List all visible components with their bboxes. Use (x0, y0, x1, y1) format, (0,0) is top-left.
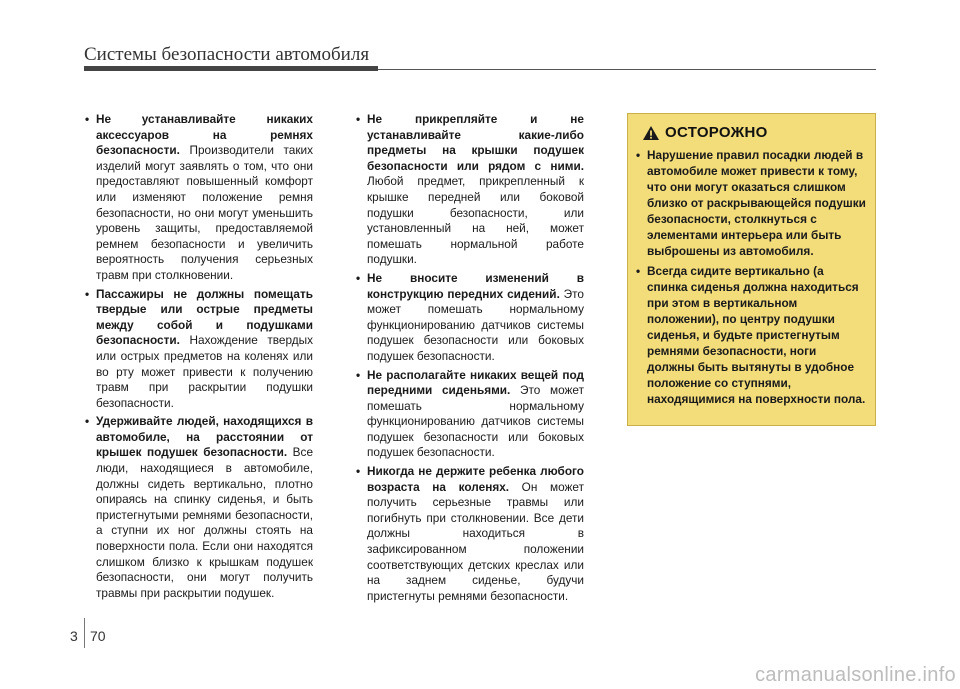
bullet-bold-text: Не прикрепляйте и не устанавливайте какие-либо предметы на крышки подушек безопасности или рядом с ними. (367, 112, 584, 173)
middle-bullet-item (356, 271, 584, 365)
middle-column (356, 112, 584, 607)
header-rule-thick (84, 66, 378, 71)
bullet-bold-text: Не вносите изменений в конструкцию передних сидений. (367, 270, 584, 301)
header-rule-thin (378, 69, 876, 70)
warning-title: ОСТОРОЖНО (665, 124, 768, 141)
bullet-bold-text: Пассажиры не должны помещать твердые или острые предметы между собой и подушками безопасности. (96, 286, 313, 348)
warning-triangle-icon (642, 125, 660, 141)
middle-bullet-item (356, 464, 584, 604)
bullet-body-text: Любой предмет, прикрепленный к крышке передней или боковой подушки безопасности, или установленный на ней, может помешать нормальной работе подушки. (367, 174, 584, 267)
left-bullet-item (85, 112, 313, 284)
page-header-title: Системы безопасности автомобиля (84, 44, 370, 65)
warning-bullet-item: • Нарушение правил посадки людей в автомобиле может привести к тому, что они могут оказаться слишком близко от раскрывающейся подушки безопасности, столкнуться с элементами интерьера или быть выброшены из автомобиля. (636, 147, 867, 259)
bullet-bold-text: Не устанавливайте никаких аксессуаров на ремнях безопасности. (96, 112, 313, 158)
bullet-body-text: Он может получить серьезные травмы или погибнуть при столкновении. Все дети должны находиться в зафиксированном положении соответствующих детских креслах или на заднем сиденье, будучи пристегнуты ремнями безопасности. (367, 479, 585, 603)
middle-bullet-item (356, 112, 584, 268)
bullet-body-text: Это может помешать нормальному функционированию датчиков системы подушек безопасности или боковых подушек безопасности. (367, 383, 584, 460)
page-number: 70 (90, 628, 106, 644)
bullet-body-text: Все люди, находящиеся в автомобиле, должны сидеть вертикально, плотно опираясь на спинку сиденья, и быть пристегнутыми ремнями безопасности, а ступни их ног должны стоять на поверхности пола. Если они находятся слишком близко к крышкам подушек безопасности, они могут получить травмы при раскрытии подушек. (96, 445, 314, 600)
bullet-bold-text: Не располагайте никаких вещей под передними сиденьями. (367, 367, 584, 398)
warning-bullet-item: • Всегда сидите вертикально (а спинка сиденья должна находиться при этом в вертикальном положении), по центру подушки сиденья, и будьте пристегнутым ремнями безопасности, ноги должны быть вытянуты в удобное положение со ступнями, находящимися на поверхности пола. (636, 263, 867, 407)
middle-bullet-item (356, 368, 584, 462)
bullet-body-text: Это может помешать нормальному функционированию датчиков системы подушек безопасности или боковых подушек безопасности. (367, 286, 584, 363)
footer-separator (84, 618, 85, 648)
chapter-number: 3 (70, 628, 78, 644)
bullet-body-text: Производители таких изделий могут заявлять о том, что они предоставляют повышенный комфорт или изменяют положение ремня безопасности, но они могут уменьшить уровень защиты, предоставляемой ремнем безопасности и увеличить вероятность получения серьезных травм при столкновении. (96, 143, 313, 282)
left-column (85, 112, 313, 604)
warning-box (627, 113, 876, 426)
left-bullet-item (85, 287, 313, 412)
bullet-bold-text: Никогда не держите ребенка любого возраста на коленях. (367, 464, 584, 494)
warning-header (636, 124, 867, 141)
left-bullet-item (85, 414, 313, 601)
bullet-body-text: Нахождение твердых или острых предметов на коленях или во рту может привести к получению травм при раскрытии подушки безопасности. (96, 333, 313, 410)
bullet-bold-text: Удерживайте людей, находящихся в автомобиле, на расстоянии от крышек подушек безопасности. (96, 414, 313, 460)
watermark-text: carmanualsonline.info (755, 664, 956, 686)
